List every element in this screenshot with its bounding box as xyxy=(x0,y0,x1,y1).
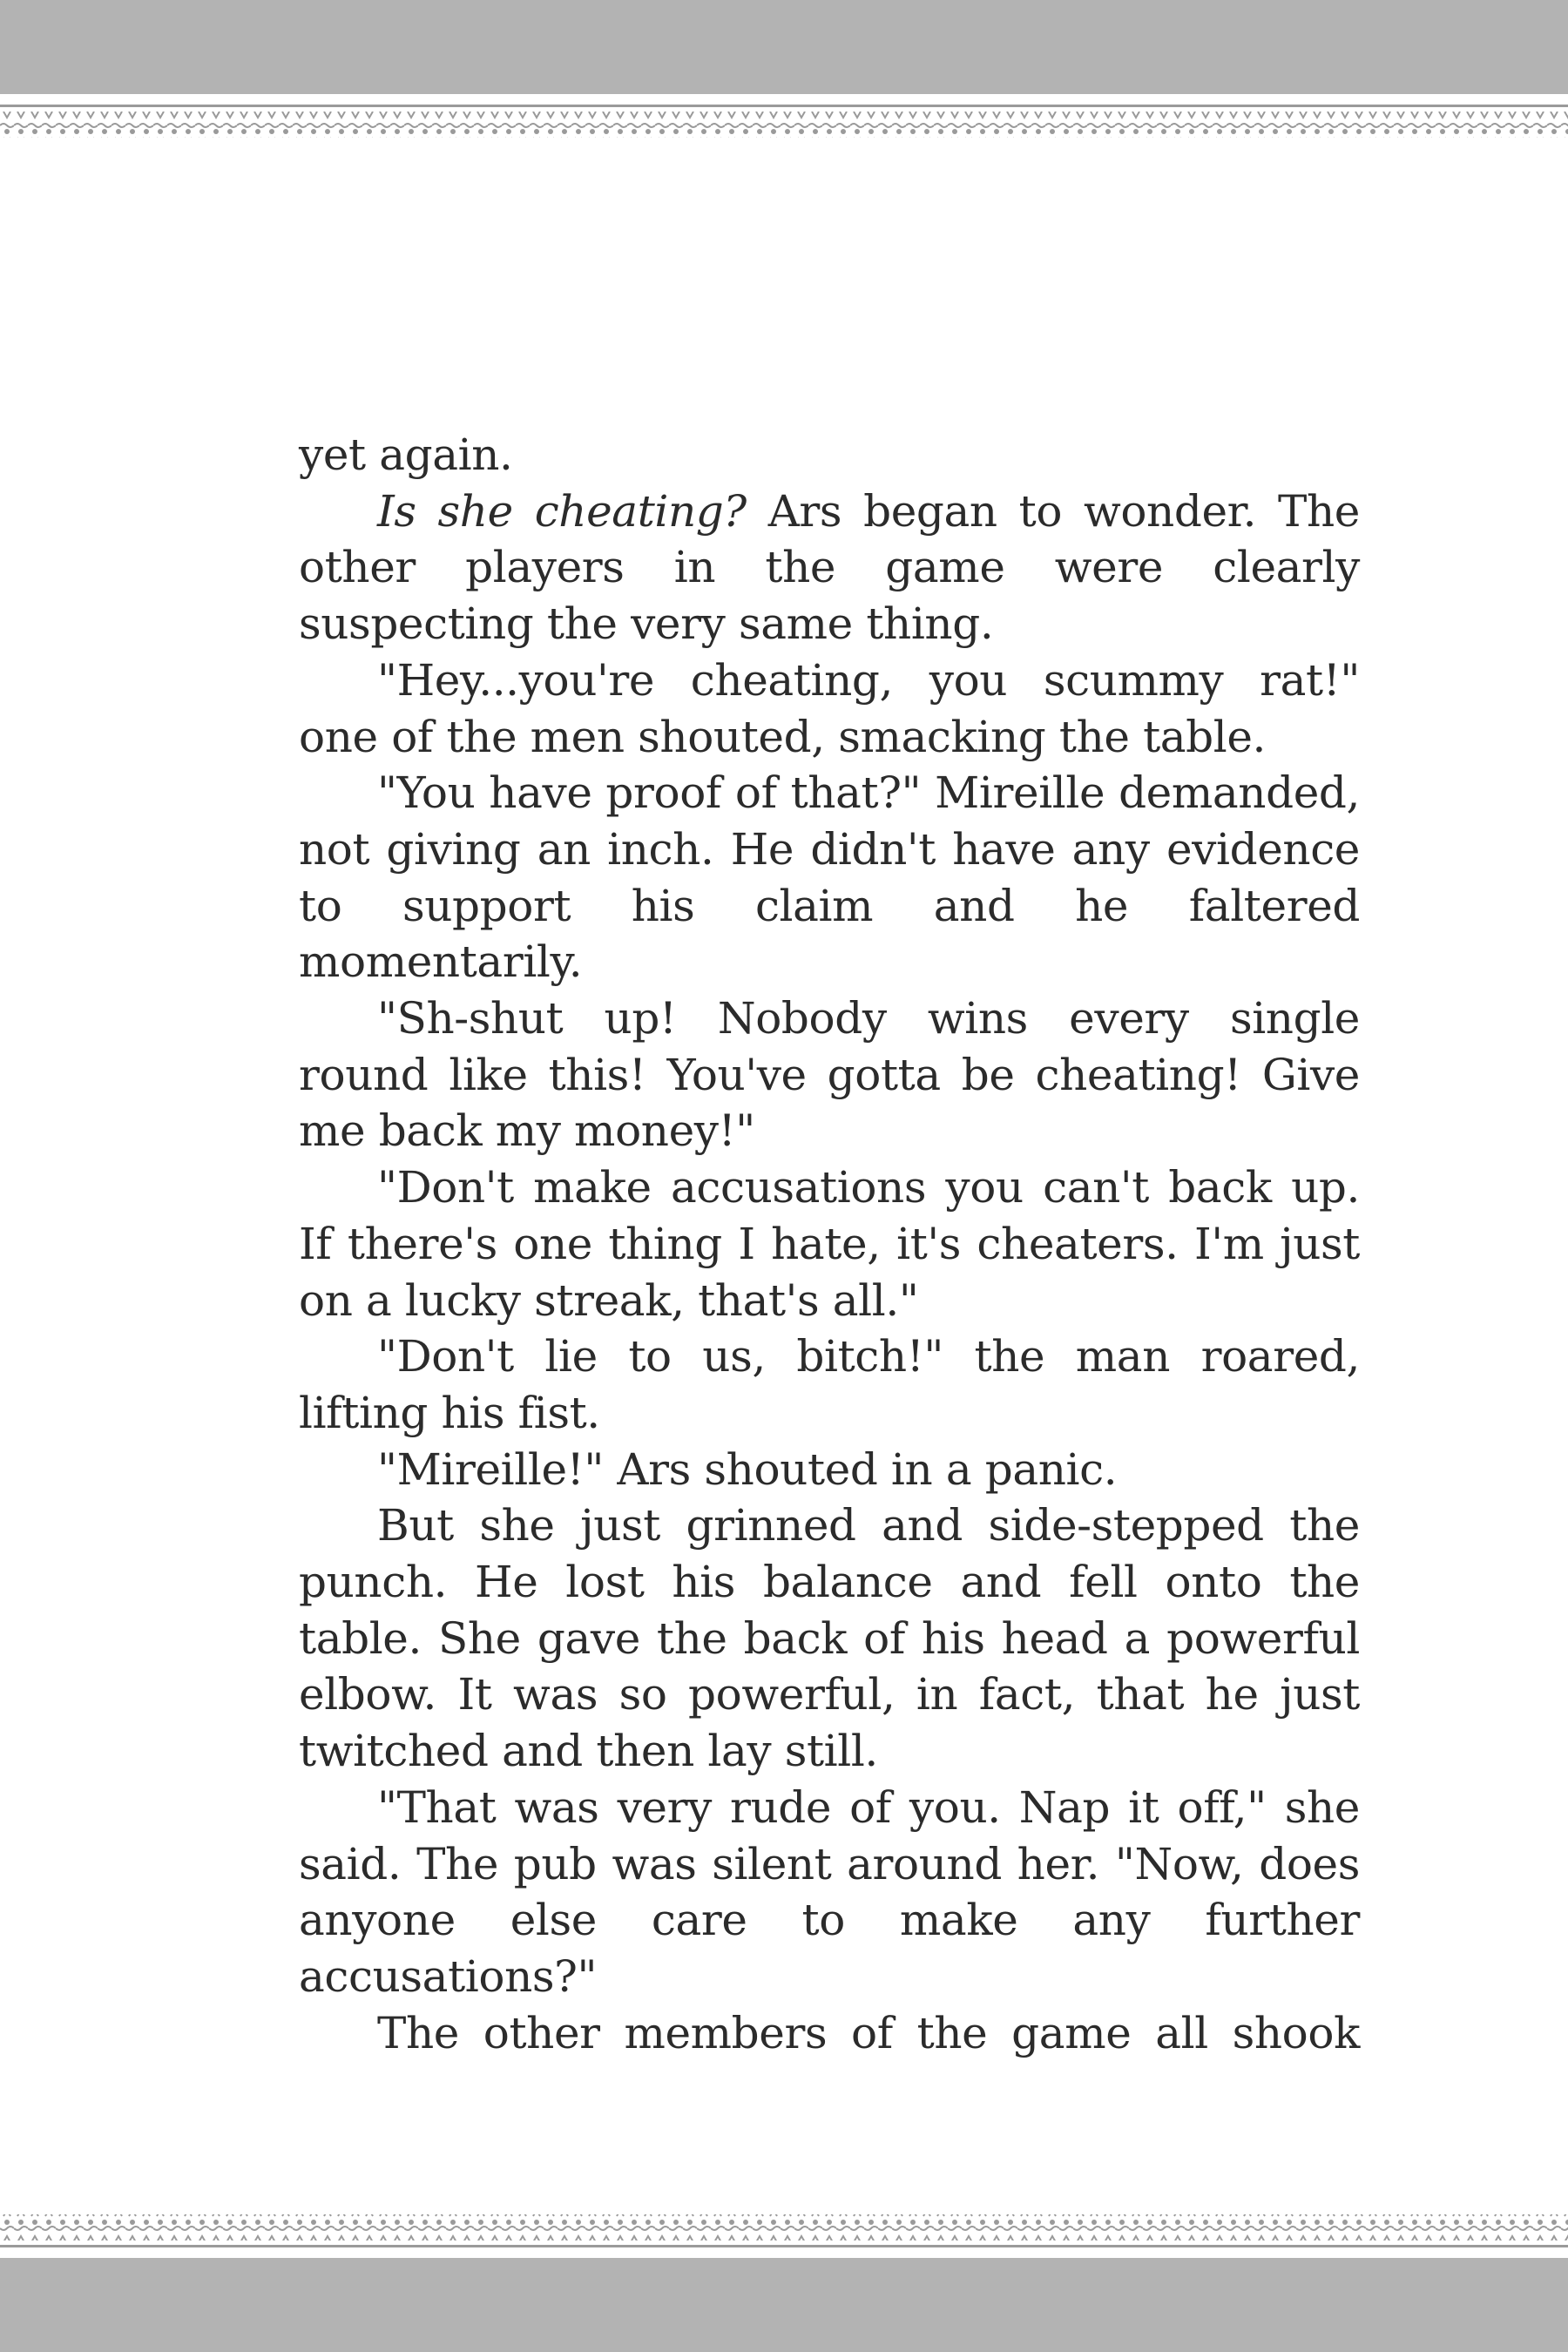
paragraph: "Mireille!" Ars shouted in a panic. xyxy=(377,1443,1118,1495)
page-body xyxy=(299,427,1360,2061)
bottom-gray-band xyxy=(0,2258,1568,2352)
bottom-decorative-border xyxy=(0,2207,1568,2258)
paragraph: "Don't make accusations you can't back up. If there's one thing I hate, it's cheaters. I'm just on a lucky streak, that's all." xyxy=(299,1162,1360,1326)
paragraph: yet again. xyxy=(299,429,513,480)
paragraph: "Don't lie to us, bitch!" the man roared, lifting his fist. xyxy=(299,1331,1360,1438)
paragraph: "You have proof of that?" Mireille demanded, not giving an inch. He didn't have any evidence to support his claim and he faltered momentarily. xyxy=(299,767,1360,988)
top-decorative-border xyxy=(0,94,1568,145)
paragraph: "Hey...you're cheating, you scummy rat!" one of the men shouted, smacking the table. xyxy=(299,654,1360,762)
paragraph: The other members of the game all shook xyxy=(377,2007,1360,2058)
paragraph: "That was very rude of you. Nap it off," she said. The pub was silent around her. "Now, does anyone else care to make any further accusations?" xyxy=(299,1781,1360,2002)
italic-thought: Is she cheating? xyxy=(377,485,747,537)
paragraph: Is she cheating? Ars began to wonder. The other players in the game were clearly suspecting the very same thing. xyxy=(299,485,1360,650)
top-gray-band xyxy=(0,0,1568,94)
paragraph: But she just grinned and side-stepped the punch. He lost his balance and fell onto the table. She gave the back of his head a powerful elbow. It was so powerful, in fact, that he just twitched and then lay still. xyxy=(299,1500,1360,1777)
paragraph: "Sh-shut up! Nobody wins every single round like this! You've gotta be cheating! Give me back my money!" xyxy=(299,993,1360,1157)
